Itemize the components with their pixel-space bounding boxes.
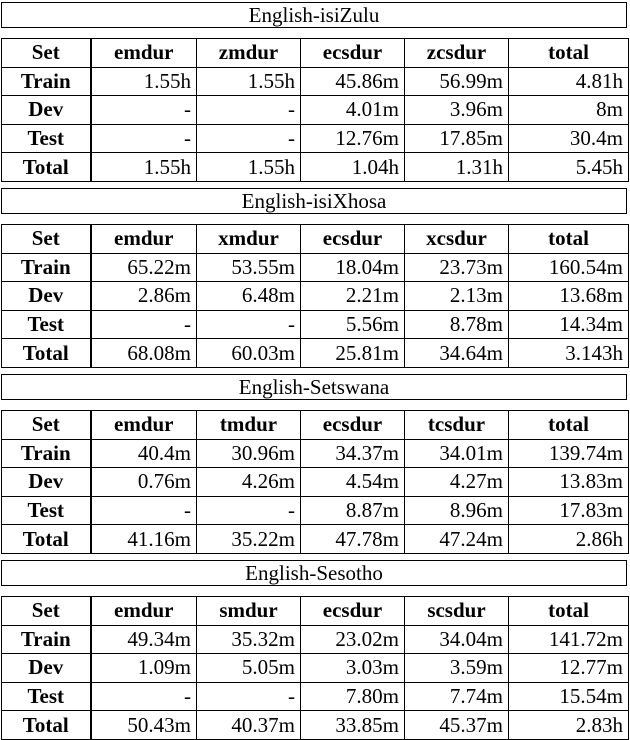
table-cell: - <box>197 310 301 339</box>
table-cell: 40.4m <box>91 439 197 468</box>
table-row <box>2 711 629 740</box>
duration-table <box>1 38 629 182</box>
table-cell: 2.21m <box>301 282 405 311</box>
column-header: Set <box>2 39 91 68</box>
table-cell: 17.83m <box>509 496 629 525</box>
duration-table <box>1 224 629 368</box>
table-cell: 5.05m <box>197 654 301 683</box>
table-row <box>2 153 629 182</box>
column-header: ecsdur <box>301 39 405 68</box>
table-cell: 8.87m <box>301 496 405 525</box>
row-label: Total <box>2 339 91 368</box>
language-pair-section <box>0 2 630 182</box>
column-header: Set <box>2 411 91 440</box>
table-cell: 5.45h <box>509 153 629 182</box>
language-pair-section <box>0 560 630 740</box>
column-header: Set <box>2 597 91 626</box>
table-cell: 12.76m <box>301 124 405 153</box>
table-cell: 1.04h <box>301 153 405 182</box>
table-cell: 34.64m <box>405 339 509 368</box>
table-cell: 3.59m <box>405 654 509 683</box>
table-cell: 40.37m <box>197 711 301 740</box>
section-title: English-isiXhosa <box>1 188 627 214</box>
table-cell: 68.08m <box>91 339 197 368</box>
table-cell: 2.86h <box>509 525 629 554</box>
column-header: scsdur <box>405 597 509 626</box>
table-header-row <box>2 225 629 254</box>
duration-table <box>1 410 629 554</box>
table-cell: 15.54m <box>509 682 629 711</box>
table-cell: 18.04m <box>301 253 405 282</box>
table-cell: - <box>91 124 197 153</box>
table-row <box>2 682 629 711</box>
table-row <box>2 124 629 153</box>
row-label: Train <box>2 625 91 654</box>
table-cell: 30.4m <box>509 124 629 153</box>
table-cell: 8.96m <box>405 496 509 525</box>
table-cell: 34.37m <box>301 439 405 468</box>
table-cell: 17.85m <box>405 124 509 153</box>
table-row <box>2 67 629 96</box>
table-cell: 8.78m <box>405 310 509 339</box>
table-cell: 41.16m <box>91 525 197 554</box>
table-cell: 60.03m <box>197 339 301 368</box>
table-cell: 33.85m <box>301 711 405 740</box>
table-cell: 160.54m <box>509 253 629 282</box>
duration-table <box>1 596 629 740</box>
column-header: emdur <box>91 39 197 68</box>
table-cell: - <box>197 682 301 711</box>
row-label: Test <box>2 682 91 711</box>
table-cell: 1.55h <box>91 67 197 96</box>
table-cell: 34.01m <box>405 439 509 468</box>
table-cell: 12.77m <box>509 654 629 683</box>
column-header: ecsdur <box>301 411 405 440</box>
table-cell: 0.76m <box>91 468 197 497</box>
table-row <box>2 96 629 125</box>
table-row <box>2 496 629 525</box>
section-title: English-isiZulu <box>1 2 627 28</box>
table-cell: 35.32m <box>197 625 301 654</box>
table-cell: 65.22m <box>91 253 197 282</box>
column-header: total <box>509 225 629 254</box>
table-cell: - <box>91 682 197 711</box>
table-cell: 14.34m <box>509 310 629 339</box>
table-cell: 45.86m <box>301 67 405 96</box>
column-header: emdur <box>91 225 197 254</box>
table-cell: 7.80m <box>301 682 405 711</box>
table-header-row <box>2 411 629 440</box>
table-cell: 49.34m <box>91 625 197 654</box>
row-label: Train <box>2 67 91 96</box>
column-header: Set <box>2 225 91 254</box>
row-label: Test <box>2 310 91 339</box>
row-label: Dev <box>2 282 91 311</box>
column-header: total <box>509 597 629 626</box>
row-label: Test <box>2 496 91 525</box>
table-cell: 47.78m <box>301 525 405 554</box>
table-cell: 141.72m <box>509 625 629 654</box>
table-cell: 5.56m <box>301 310 405 339</box>
column-header: smdur <box>197 597 301 626</box>
row-label: Dev <box>2 468 91 497</box>
language-pair-section <box>0 188 630 368</box>
table-cell: 2.86m <box>91 282 197 311</box>
table-header-row <box>2 597 629 626</box>
column-header: ecsdur <box>301 225 405 254</box>
language-pair-section <box>0 374 630 554</box>
row-label: Total <box>2 711 91 740</box>
table-row <box>2 339 629 368</box>
column-header: tmdur <box>197 411 301 440</box>
table-cell: 25.81m <box>301 339 405 368</box>
column-header: total <box>509 39 629 68</box>
table-cell: 56.99m <box>405 67 509 96</box>
section-title: English-Setswana <box>1 374 627 400</box>
row-label: Train <box>2 439 91 468</box>
column-header: tcsdur <box>405 411 509 440</box>
table-cell: 2.13m <box>405 282 509 311</box>
table-row <box>2 654 629 683</box>
table-cell: 2.83h <box>509 711 629 740</box>
table-cell: 34.04m <box>405 625 509 654</box>
table-cell: 3.96m <box>405 96 509 125</box>
table-cell: 3.143h <box>509 339 629 368</box>
column-header: emdur <box>91 597 197 626</box>
table-cell: 35.22m <box>197 525 301 554</box>
table-cell: 6.48m <box>197 282 301 311</box>
table-cell: 23.02m <box>301 625 405 654</box>
table-cell: 1.55h <box>197 153 301 182</box>
table-cell: 23.73m <box>405 253 509 282</box>
table-cell: 1.09m <box>91 654 197 683</box>
table-cell: 30.96m <box>197 439 301 468</box>
table-header-row <box>2 39 629 68</box>
table-row <box>2 625 629 654</box>
table-cell: 4.54m <box>301 468 405 497</box>
row-label: Dev <box>2 654 91 683</box>
table-cell: 13.83m <box>509 468 629 497</box>
column-header: emdur <box>91 411 197 440</box>
row-label: Train <box>2 253 91 282</box>
table-row <box>2 439 629 468</box>
table-cell: 1.55h <box>197 67 301 96</box>
row-label: Total <box>2 525 91 554</box>
table-row <box>2 253 629 282</box>
table-cell: - <box>91 496 197 525</box>
section-title: English-Sesotho <box>1 560 627 586</box>
table-cell: 4.26m <box>197 468 301 497</box>
column-header: total <box>509 411 629 440</box>
row-label: Test <box>2 124 91 153</box>
table-cell: 4.27m <box>405 468 509 497</box>
table-cell: 4.81h <box>509 67 629 96</box>
table-cell: 3.03m <box>301 654 405 683</box>
row-label: Dev <box>2 96 91 125</box>
table-cell: 4.01m <box>301 96 405 125</box>
column-header: zcsdur <box>405 39 509 68</box>
column-header: zmdur <box>197 39 301 68</box>
table-cell: 139.74m <box>509 439 629 468</box>
column-header: xmdur <box>197 225 301 254</box>
table-cell: 8m <box>509 96 629 125</box>
table-cell: 13.68m <box>509 282 629 311</box>
table-cell: 7.74m <box>405 682 509 711</box>
table-row <box>2 525 629 554</box>
table-cell: - <box>197 124 301 153</box>
column-header: ecsdur <box>301 597 405 626</box>
table-row <box>2 310 629 339</box>
table-cell: 1.55h <box>91 153 197 182</box>
table-cell: - <box>197 96 301 125</box>
column-header: xcsdur <box>405 225 509 254</box>
table-cell: 50.43m <box>91 711 197 740</box>
table-cell: 47.24m <box>405 525 509 554</box>
table-cell: - <box>91 96 197 125</box>
table-row <box>2 282 629 311</box>
table-row <box>2 468 629 497</box>
table-cell: - <box>197 496 301 525</box>
table-cell: 1.31h <box>405 153 509 182</box>
table-cell: - <box>91 310 197 339</box>
table-cell: 53.55m <box>197 253 301 282</box>
row-label: Total <box>2 153 91 182</box>
table-cell: 45.37m <box>405 711 509 740</box>
